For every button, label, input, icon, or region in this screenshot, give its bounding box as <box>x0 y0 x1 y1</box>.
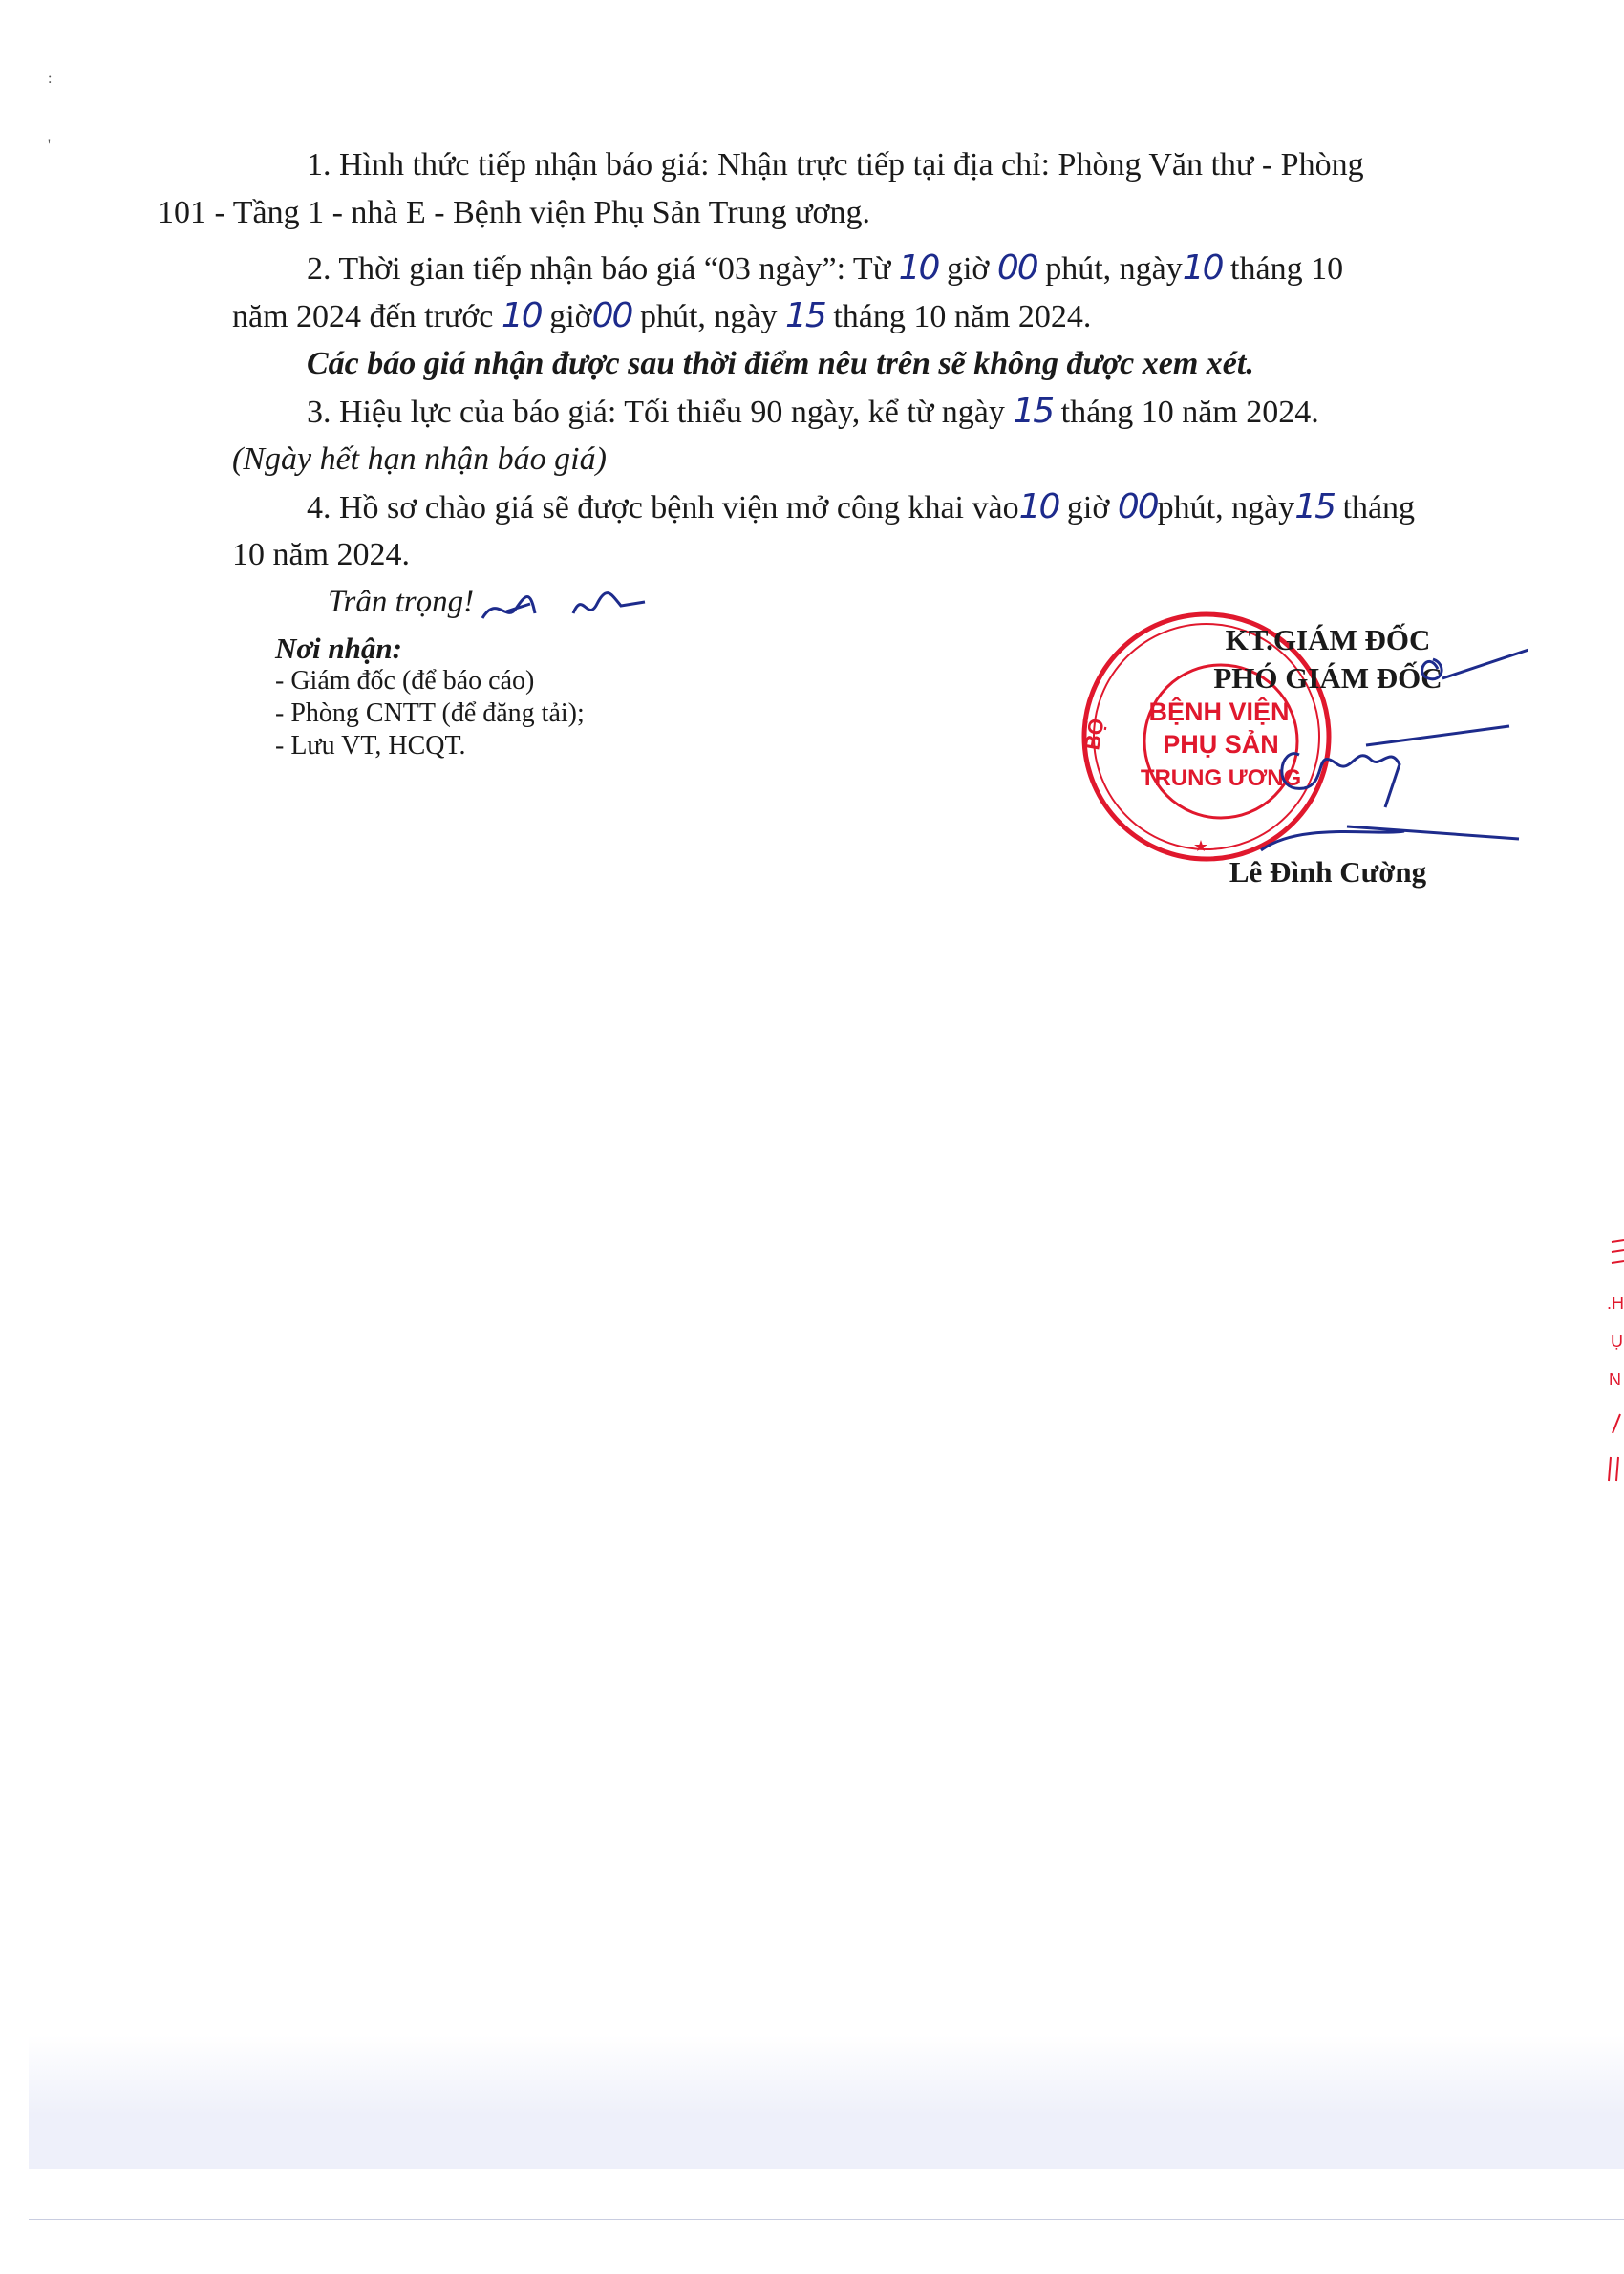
svg-text:Ụ: Ụ <box>1611 1332 1623 1351</box>
signature-line-2: PHÓ GIÁM ĐỐC <box>1213 661 1442 695</box>
signature-line-1: KT.GIÁM ĐỐC <box>1225 623 1431 656</box>
handwritten-hour-4: 10 <box>1018 487 1059 526</box>
item-2-text-f: giờ <box>541 299 592 334</box>
item-4-text-a: 4. Hồ sơ chào giá sẽ được bệnh viện mở công khai vào <box>307 490 1019 526</box>
handwritten-signature <box>1223 631 1528 879</box>
signer-name: Lê Đình Cường <box>1229 855 1427 889</box>
item-2-text-d: tháng 10 <box>1222 251 1344 287</box>
item-2-text-e: năm 2024 đến trước <box>232 299 502 334</box>
stamp-line-1: BỆNH VIỆN <box>1148 697 1290 726</box>
handwritten-hour-2: 10 <box>501 296 542 335</box>
item-3-note-text: (Ngày hết hạn nhận báo giá) <box>232 441 607 477</box>
item-2-text-h: tháng 10 năm 2024. <box>824 299 1092 334</box>
item-4-text-d: tháng <box>1335 490 1416 526</box>
svg-text:.H: .H <box>1607 1294 1624 1313</box>
item-2 <box>232 245 1441 293</box>
item-2-text-b: giờ <box>938 251 997 287</box>
stamp-line-2: PHỤ SẢN <box>1163 730 1279 759</box>
item-4-line-2-text: 10 năm 2024. <box>232 537 411 572</box>
handwritten-hour: 10 <box>898 248 939 288</box>
item-3-text-a: 3. Hiệu lực của báo giá: Tối thiểu 90 ngày, kể từ ngày <box>307 395 1014 430</box>
recipient-item: - Phòng CNTT (để đăng tải); <box>275 698 585 728</box>
item-3 <box>232 388 1441 437</box>
item-3-text-b: tháng 10 năm 2024. <box>1053 395 1319 430</box>
recipients-block <box>275 633 585 762</box>
handwritten-day-3: 15 <box>1013 392 1054 431</box>
scan-marks: : ' <box>48 71 53 154</box>
handwritten-day: 10 <box>1182 248 1223 288</box>
notice-line <box>232 340 1441 388</box>
handwritten-day-2: 15 <box>785 296 825 335</box>
stamp-side-text: BỘ <box>1079 717 1109 752</box>
item-4-text-b: giờ <box>1058 490 1118 526</box>
item-1-line-1: 1. Hình thức tiếp nhận báo giá: Nhận trực tiếp tại địa chỉ: Phòng Văn thư - Phòng <box>307 147 1364 182</box>
item-4 <box>232 483 1441 532</box>
item-2-line-2 <box>232 292 1441 341</box>
item-1 <box>158 141 1441 237</box>
handwritten-minute-2: 00 <box>591 296 632 335</box>
item-2-text-c: phút, ngày <box>1036 251 1183 287</box>
notice-text: Các báo giá nhận được sau thời điểm nêu trên sẽ không được xem xét. <box>307 346 1254 381</box>
item-4-text-c: phút, ngày <box>1157 490 1295 526</box>
recipient-item: - Giám đốc (để báo cáo) <box>275 666 535 696</box>
stamp-line-3: TRUNG ƯƠNG <box>1140 765 1302 791</box>
item-2-text-g: phút, ngày <box>631 299 786 334</box>
scan-edge-line <box>29 2219 1624 2220</box>
closing-text: Trân trọng! <box>328 585 475 619</box>
recipients-title: Nơi nhận: <box>275 632 402 665</box>
edge-stamp-fragment-icon <box>1588 1233 1624 1519</box>
scan-shadow <box>29 2035 1624 2169</box>
item-3-note <box>232 436 1441 483</box>
handwritten-day-4: 15 <box>1294 487 1335 526</box>
item-4-line-2 <box>232 531 1441 579</box>
recipient-item: - Lưu VT, HCQT. <box>275 731 466 761</box>
handwritten-minute: 00 <box>996 248 1037 288</box>
item-2-text-a: 2. Thời gian tiếp nhận báo giá “03 ngày”: Từ <box>307 251 899 287</box>
svg-text:N: N <box>1609 1370 1621 1389</box>
item-1-line-2: 101 - Tầng 1 - nhà E - Bệnh viện Phụ Sản Trung ương. <box>158 195 870 230</box>
initials-signature <box>478 585 650 633</box>
handwritten-minute-4: 00 <box>1117 487 1158 526</box>
